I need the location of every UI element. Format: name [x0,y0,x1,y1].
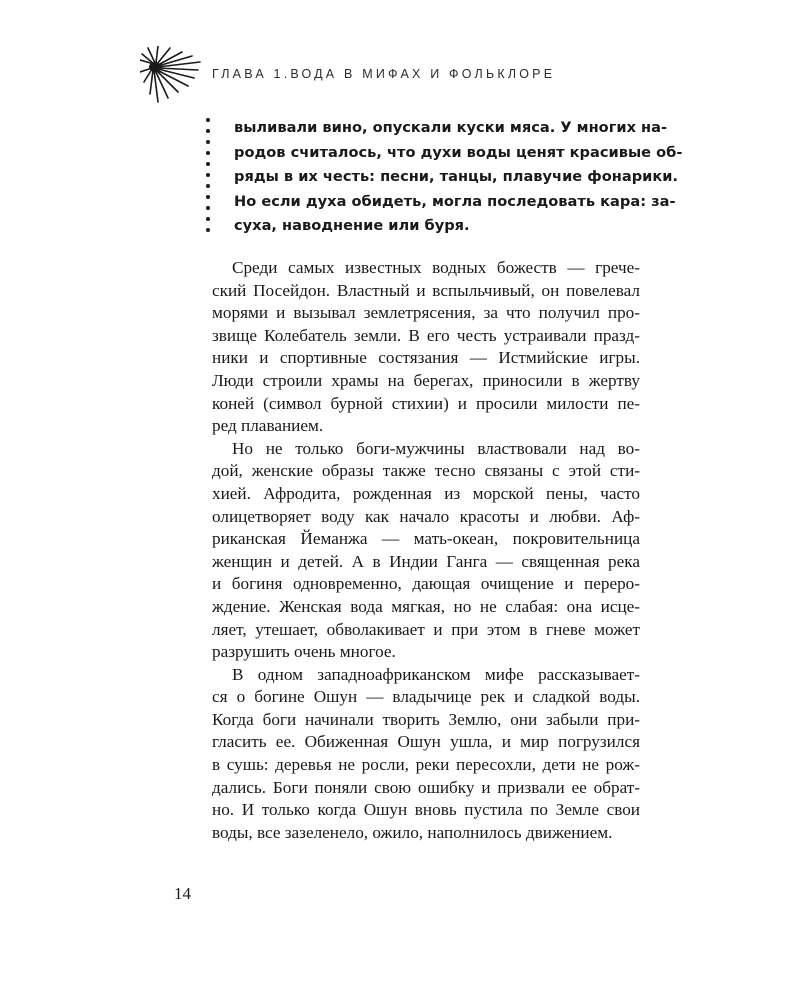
paragraph-2-line: олицетворяет воду как начало красоты и любви. Аф- [212,506,640,526]
page-number: 14 [174,884,191,903]
paragraph-3-line: В одном западноафриканском мифе рассказывает- [232,664,640,684]
sea-urchin-logo-icon [140,46,202,104]
paragraph-2-line: ждение. Женская вода мягкая, но не слабая: она исце- [212,596,640,616]
running-head: ГЛАВА 1.ВОДА В МИФАХ И ФОЛЬКЛОРЕ [212,67,556,81]
paragraph-3-line: ся о богине Ошун — владычице рек и сладкой воды. [212,687,640,707]
paragraph-1-line: ред плаванием. [212,416,324,436]
paragraph-1-line: Люди строили храмы на берегах, приносили в жертву [212,370,640,390]
paragraph-2-line: разрушить очень многое. [212,642,396,662]
paragraph-3-line: Когда боги начинали творить Землю, они забыли при- [212,709,640,729]
callout-dotted-rule [204,118,212,236]
paragraph-2-line: Но не только боги-мужчины властвовали над во- [232,438,640,458]
paragraph-2-line: хией. Афродита, рожденная из морской пены, часто [212,483,640,503]
callout-line: выливали вино, опускали куски мяса. У многих на- [234,119,668,136]
callout-line: ряды в их честь: песни, танцы, плавучие фонарики. [234,168,679,185]
paragraph-3-line: дались. Боги поняли свою ошибку и призвали ее обрат- [212,777,640,797]
paragraph-1-line: звище Колебатель земли. В его честь устраивали празд- [212,325,640,345]
paragraph-3-line: но. И только когда Ошун вновь пустила по Земле свои [212,800,640,820]
paragraph-1-line: ники и спортивные состязания — Истмийские игры. [212,348,640,368]
paragraph-3-line: воды, все зазеленело, ожило, наполнилось движением. [212,822,613,842]
callout-box [234,116,683,239]
paragraph-1-line: коней (символ бурной стихии) и просили милости пе- [212,393,640,413]
paragraph-2-line: и богиня одновременно, дающая очищение и переро- [212,574,640,594]
paragraph-2-line: дой, женские образы также тесно связаны с этой сти- [212,461,640,481]
paragraph-1-line: ский Посейдон. Властный и вспыльчивый, он повелевал [212,280,640,300]
paragraph-2-line: женщин и детей. А в Индии Ганга — священная река [212,551,640,571]
paragraph-3-line: гласить ее. Обиженная Ошун ушла, и мир погрузился [212,732,640,752]
callout-line: родов считалось, что духи воды ценят красивые об- [234,143,683,161]
paragraph-1-line: морями и вызывал землетрясения, за что получил про- [212,303,640,323]
callout-line: Но если духа обидеть, могла последовать кара: за- [234,192,676,210]
callout-line: суха, наводнение или буря. [234,217,470,234]
paragraph-2-line: риканская Йеманжа — мать-океан, покровительница [212,529,640,549]
paragraph-1-line: Среди самых известных водных божеств — грече- [232,258,640,277]
paragraph-2-line: ляет, утешает, обволакивает и при этом в гневе может [212,619,640,639]
body-text [212,257,640,844]
paragraph-3-line: в сушь: деревья не росли, реки пересохли, дети не рож- [212,755,640,775]
